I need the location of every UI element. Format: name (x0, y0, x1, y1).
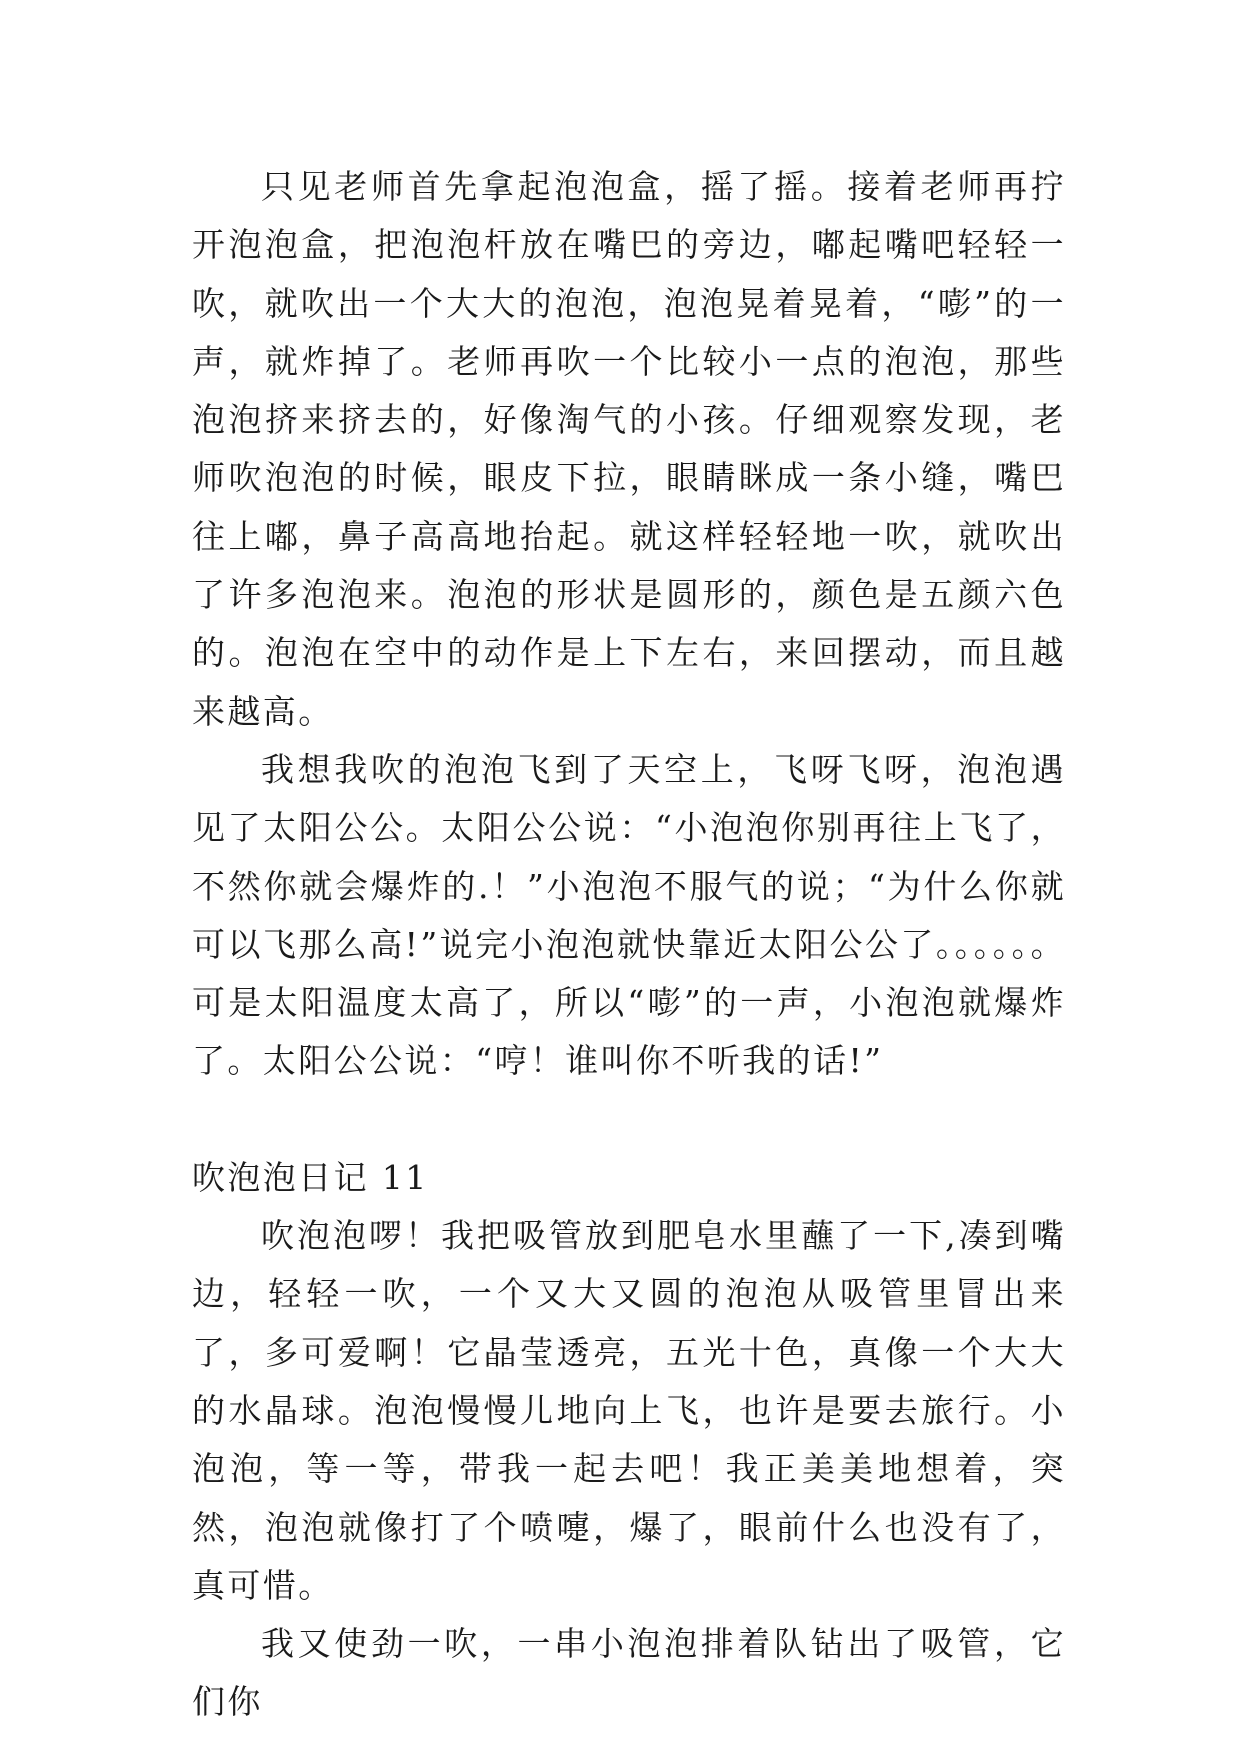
paragraph-bubble-meets-sun: 我想我吹的泡泡飞到了天空上，飞呀飞呀，泡泡遇见了太阳公公。太阳公公说：“小泡泡你别再往上飞了，不然你就会爆炸的.！”小泡泡不服气的说；“为什么你就可以飞那么高!”说完小泡泡就快靠近太阳公公了。。。。。。可是太阳温度太高了，所以“嘭”的一声，小泡泡就爆炸了。太阳公公说：“哼！谁叫你不听我的话!” (192, 749, 1066, 1081)
paragraph-blowing-bubble: 吹泡泡啰！我把吸管放到肥皂水里蘸了一下,凑到嘴边，轻轻一吹，一个又大又圆的泡泡从吸管里冒出来了，多可爱啊！它晶莹透亮，五光十色，真像一个大大的水晶球。泡泡慢慢儿地向上飞，也许是要去旅行。小泡泡，等一等，带我一起去吧！我正美美地想着，突然，泡泡就像打了个喷嚏，爆了，眼前什么也没有了，真可惜。 (192, 1216, 1066, 1605)
paragraph-string-of-bubbles: 我又使劲一吹，一串小泡泡排着队钻出了吸管，它们你 (192, 1624, 1066, 1722)
section-title: 吹泡泡日记 11 (192, 1157, 429, 1197)
paragraph-teacher-blowing-bubbles: 只见老师首先拿起泡泡盒，摇了摇。接着老师再拧开泡泡盒，把泡泡杆放在嘴巴的旁边，嘟起嘴吧轻轻一吹，就吹出一个大大的泡泡，泡泡晃着晃着，“嘭”的一声，就炸掉了。老师再吹一个比较小一点的泡泡，那些泡泡挤来挤去的，好像淘气的小孩。仔细观察发现，老师吹泡泡的时候，眼皮下拉，眼睛眯成一条小缝，嘴巴往上嘟，鼻子高高地抬起。就这样轻轻地一吹，就吹出了许多泡泡来。泡泡的形状是圆形的，颜色是五颜六色的。泡泡在空中的动作是上下左右，来回摆动，而且越来越高。 (192, 167, 1066, 731)
document-body (192, 158, 1066, 1732)
